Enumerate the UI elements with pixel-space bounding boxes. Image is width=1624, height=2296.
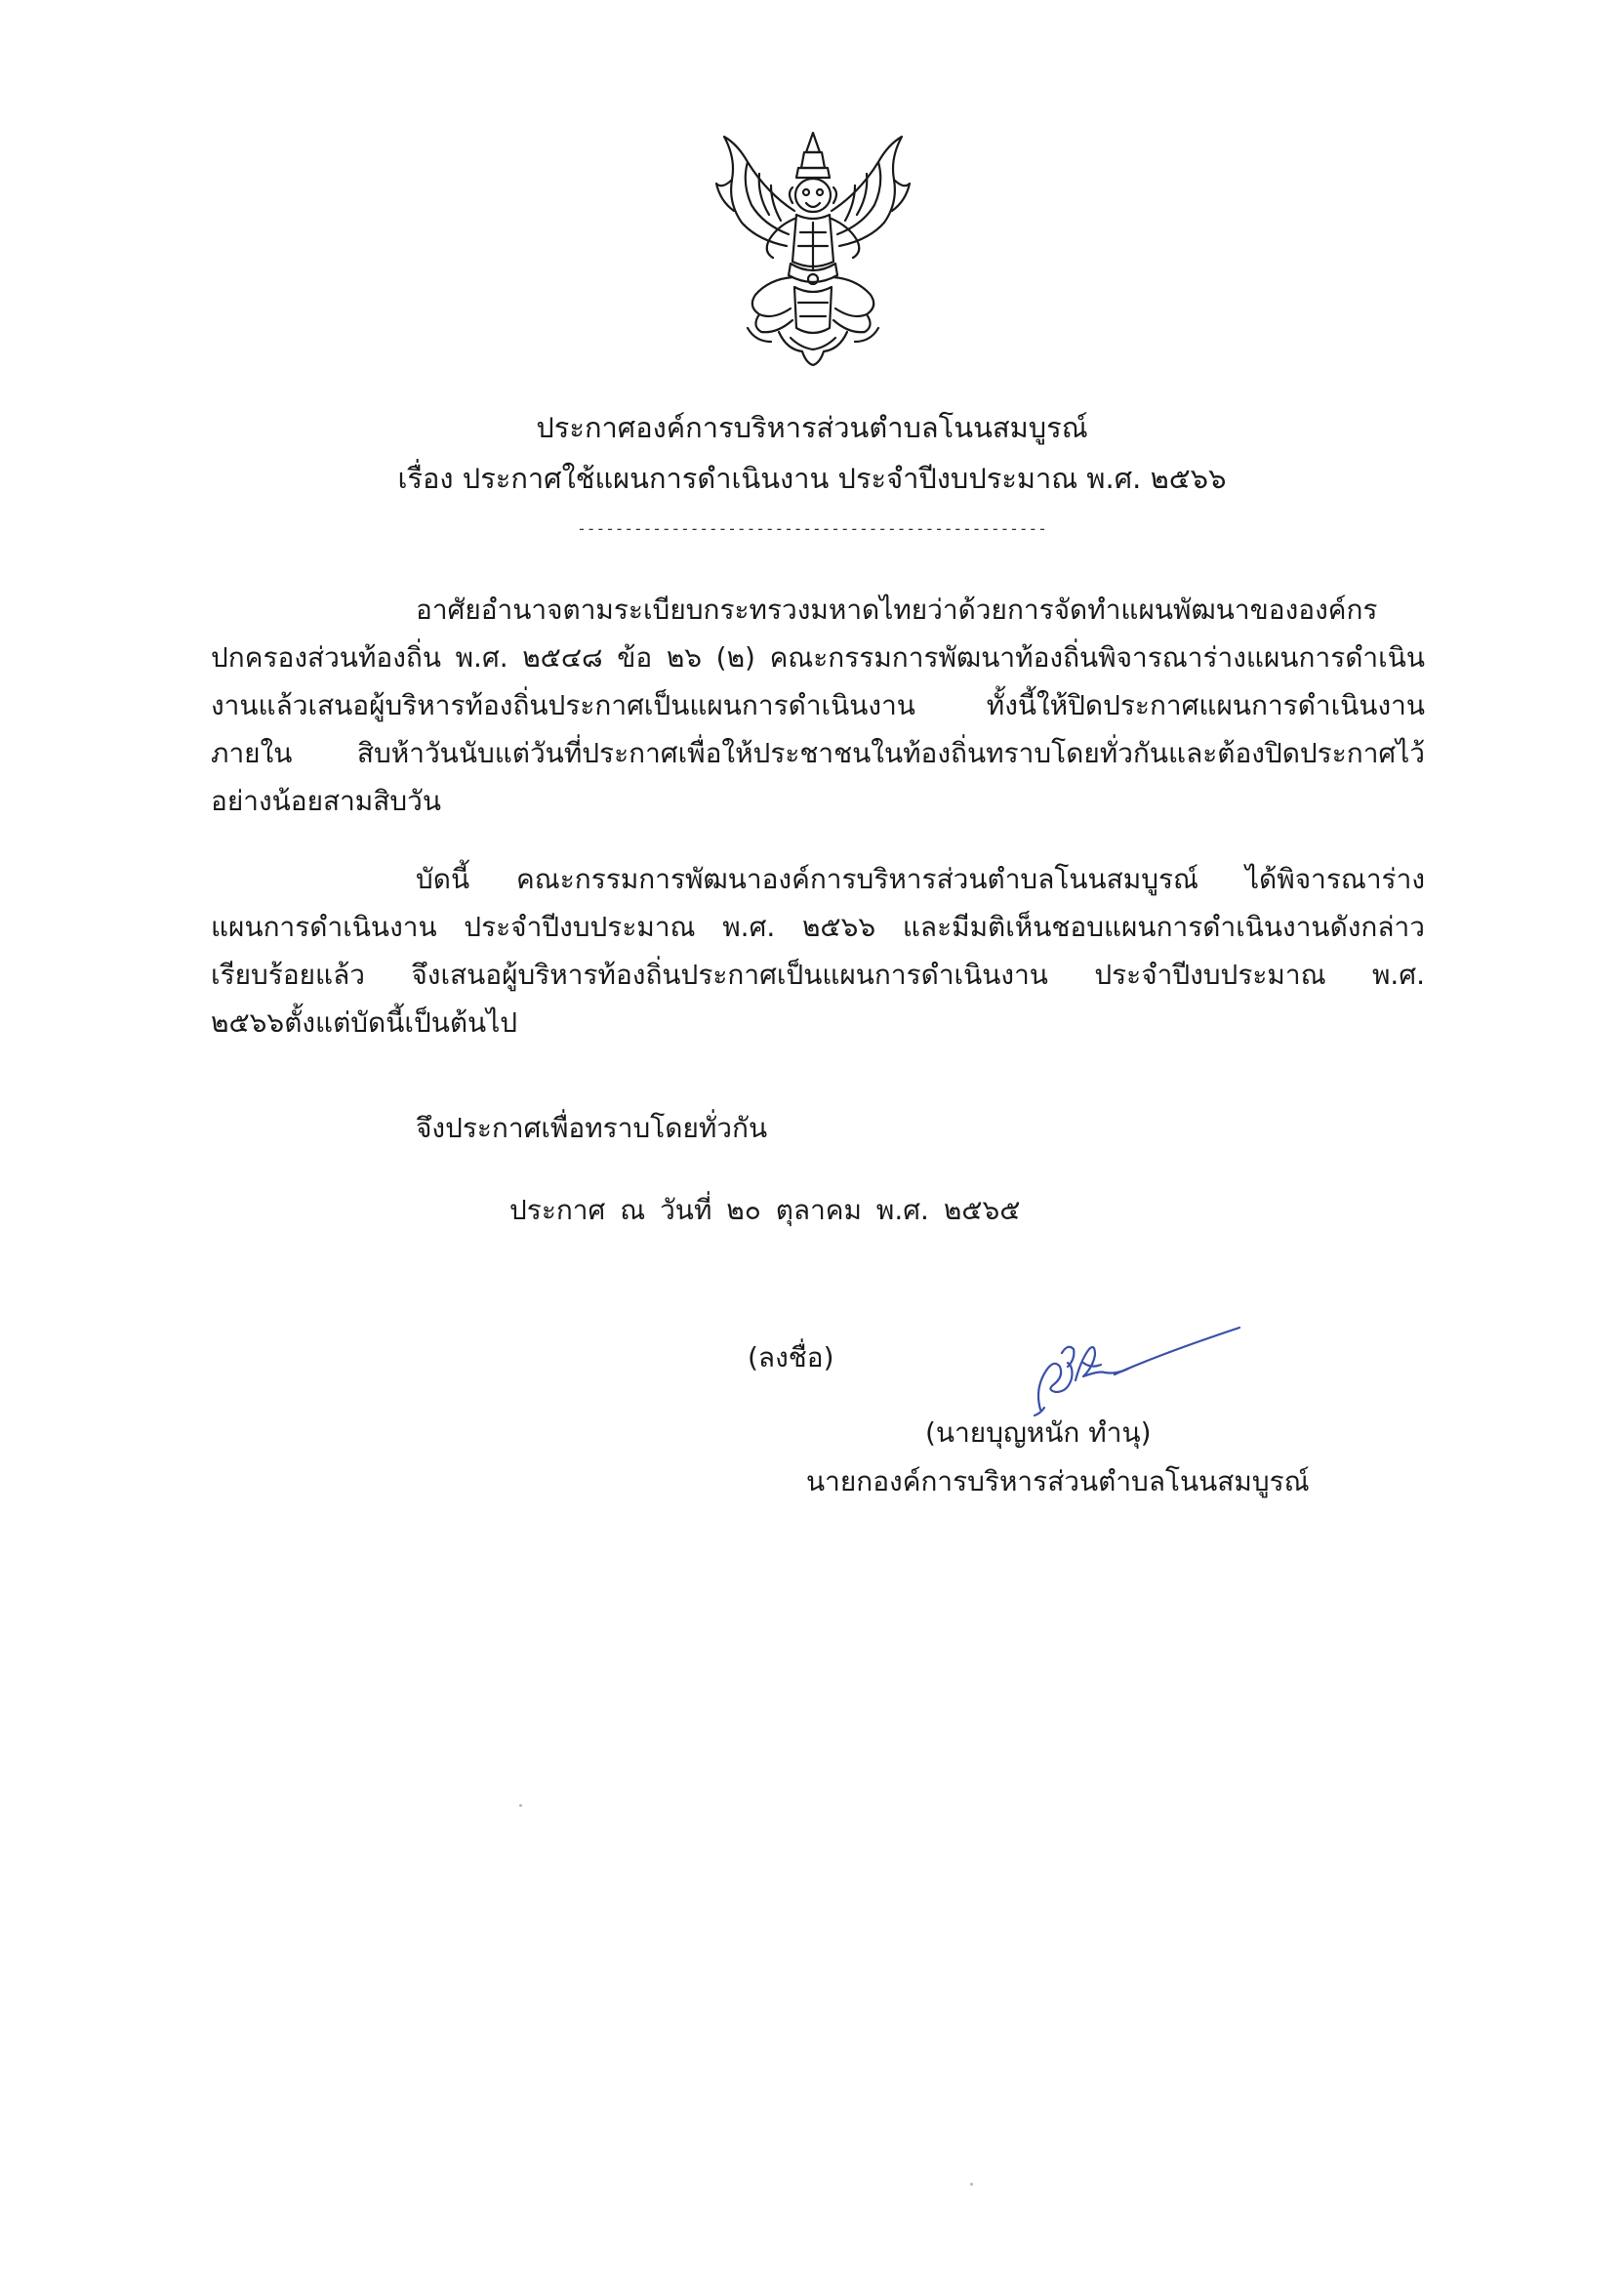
signature-label: (ลงชื่อ) — [748, 1341, 834, 1374]
document-title: ประกาศองค์การบริหารส่วนตำบลโนนสมบูรณ์ — [536, 411, 1088, 444]
closing-statement: จึงประกาศเพื่อทราบโดยทั่วกัน — [416, 1112, 768, 1144]
signatory-position: นายกองค์การบริหารส่วนตำบลโนนสมบูรณ์ — [806, 1465, 1310, 1497]
body-paragraph-2: บัดนี้ คณะกรรมการพัฒนาองค์การบริหารส่วนตำบลโนนสมบูรณ์ ได้พิจารณาร่างแผนการดำเนินงาน ประจำปีงบประมาณ พ.ศ. ๒๕๖๖ และมีมติเห็นชอบแผนการดำเนินงานดังกล่าวเรียบร้อยแล้ว จึงเสนอผู้บริหารท้องถิ่นประกาศเป็นแผนการดำเนินงาน ประจำปีงบประมาณ พ.ศ. ๒๕๖๖ตั้งแต่บัดนี้เป็นต้นไป — [211, 863, 1425, 1039]
scan-speck — [970, 2183, 973, 2186]
garuda-emblem-icon — [709, 125, 917, 367]
announcement-date: ประกาศ ณ วันที่ ๒๐ ตุลาคม พ.ศ. ๒๕๖๕ — [509, 1194, 1021, 1226]
signatory-name: (นายบุญหนัก ทำนุ) — [925, 1416, 1152, 1449]
document-subject: เรื่อง ประกาศใช้แผนการดำเนินงาน ประจำปีงบประมาณ พ.ศ. ๒๕๖๖ — [397, 462, 1227, 495]
handwritten-signature — [1011, 1320, 1241, 1417]
scan-speck — [519, 1804, 522, 1807]
body-paragraph-1: อาศัยอำนาจตามระเบียบกระทรวงมหาดไทยว่าด้วยการจัดทำแผนพัฒนาขององค์กรปกครองส่วนท้องถิ่น พ.ศ. ๒๕๔๘ ข้อ ๒๖ (๒) คณะกรรมการพัฒนาท้องถิ่นพิจารณาร่างแผนการดำเนินงานแล้วเสนอผู้บริหารท้องถิ่นประกาศเป็นแผนการดำเนินงาน ทั้งนี้ให้ปิดประกาศแผนการดำเนินงานภายใน สิบห้าวันนับแต่วันที่ประกาศเพื่อให้ประชาชนในท้องถิ่นทราบโดยทั่วกันและต้องปิดประกาศไว้อย่างน้อยสามสิบวัน — [211, 594, 1425, 817]
title-divider: -------------------------------------------------- — [577, 519, 1047, 538]
